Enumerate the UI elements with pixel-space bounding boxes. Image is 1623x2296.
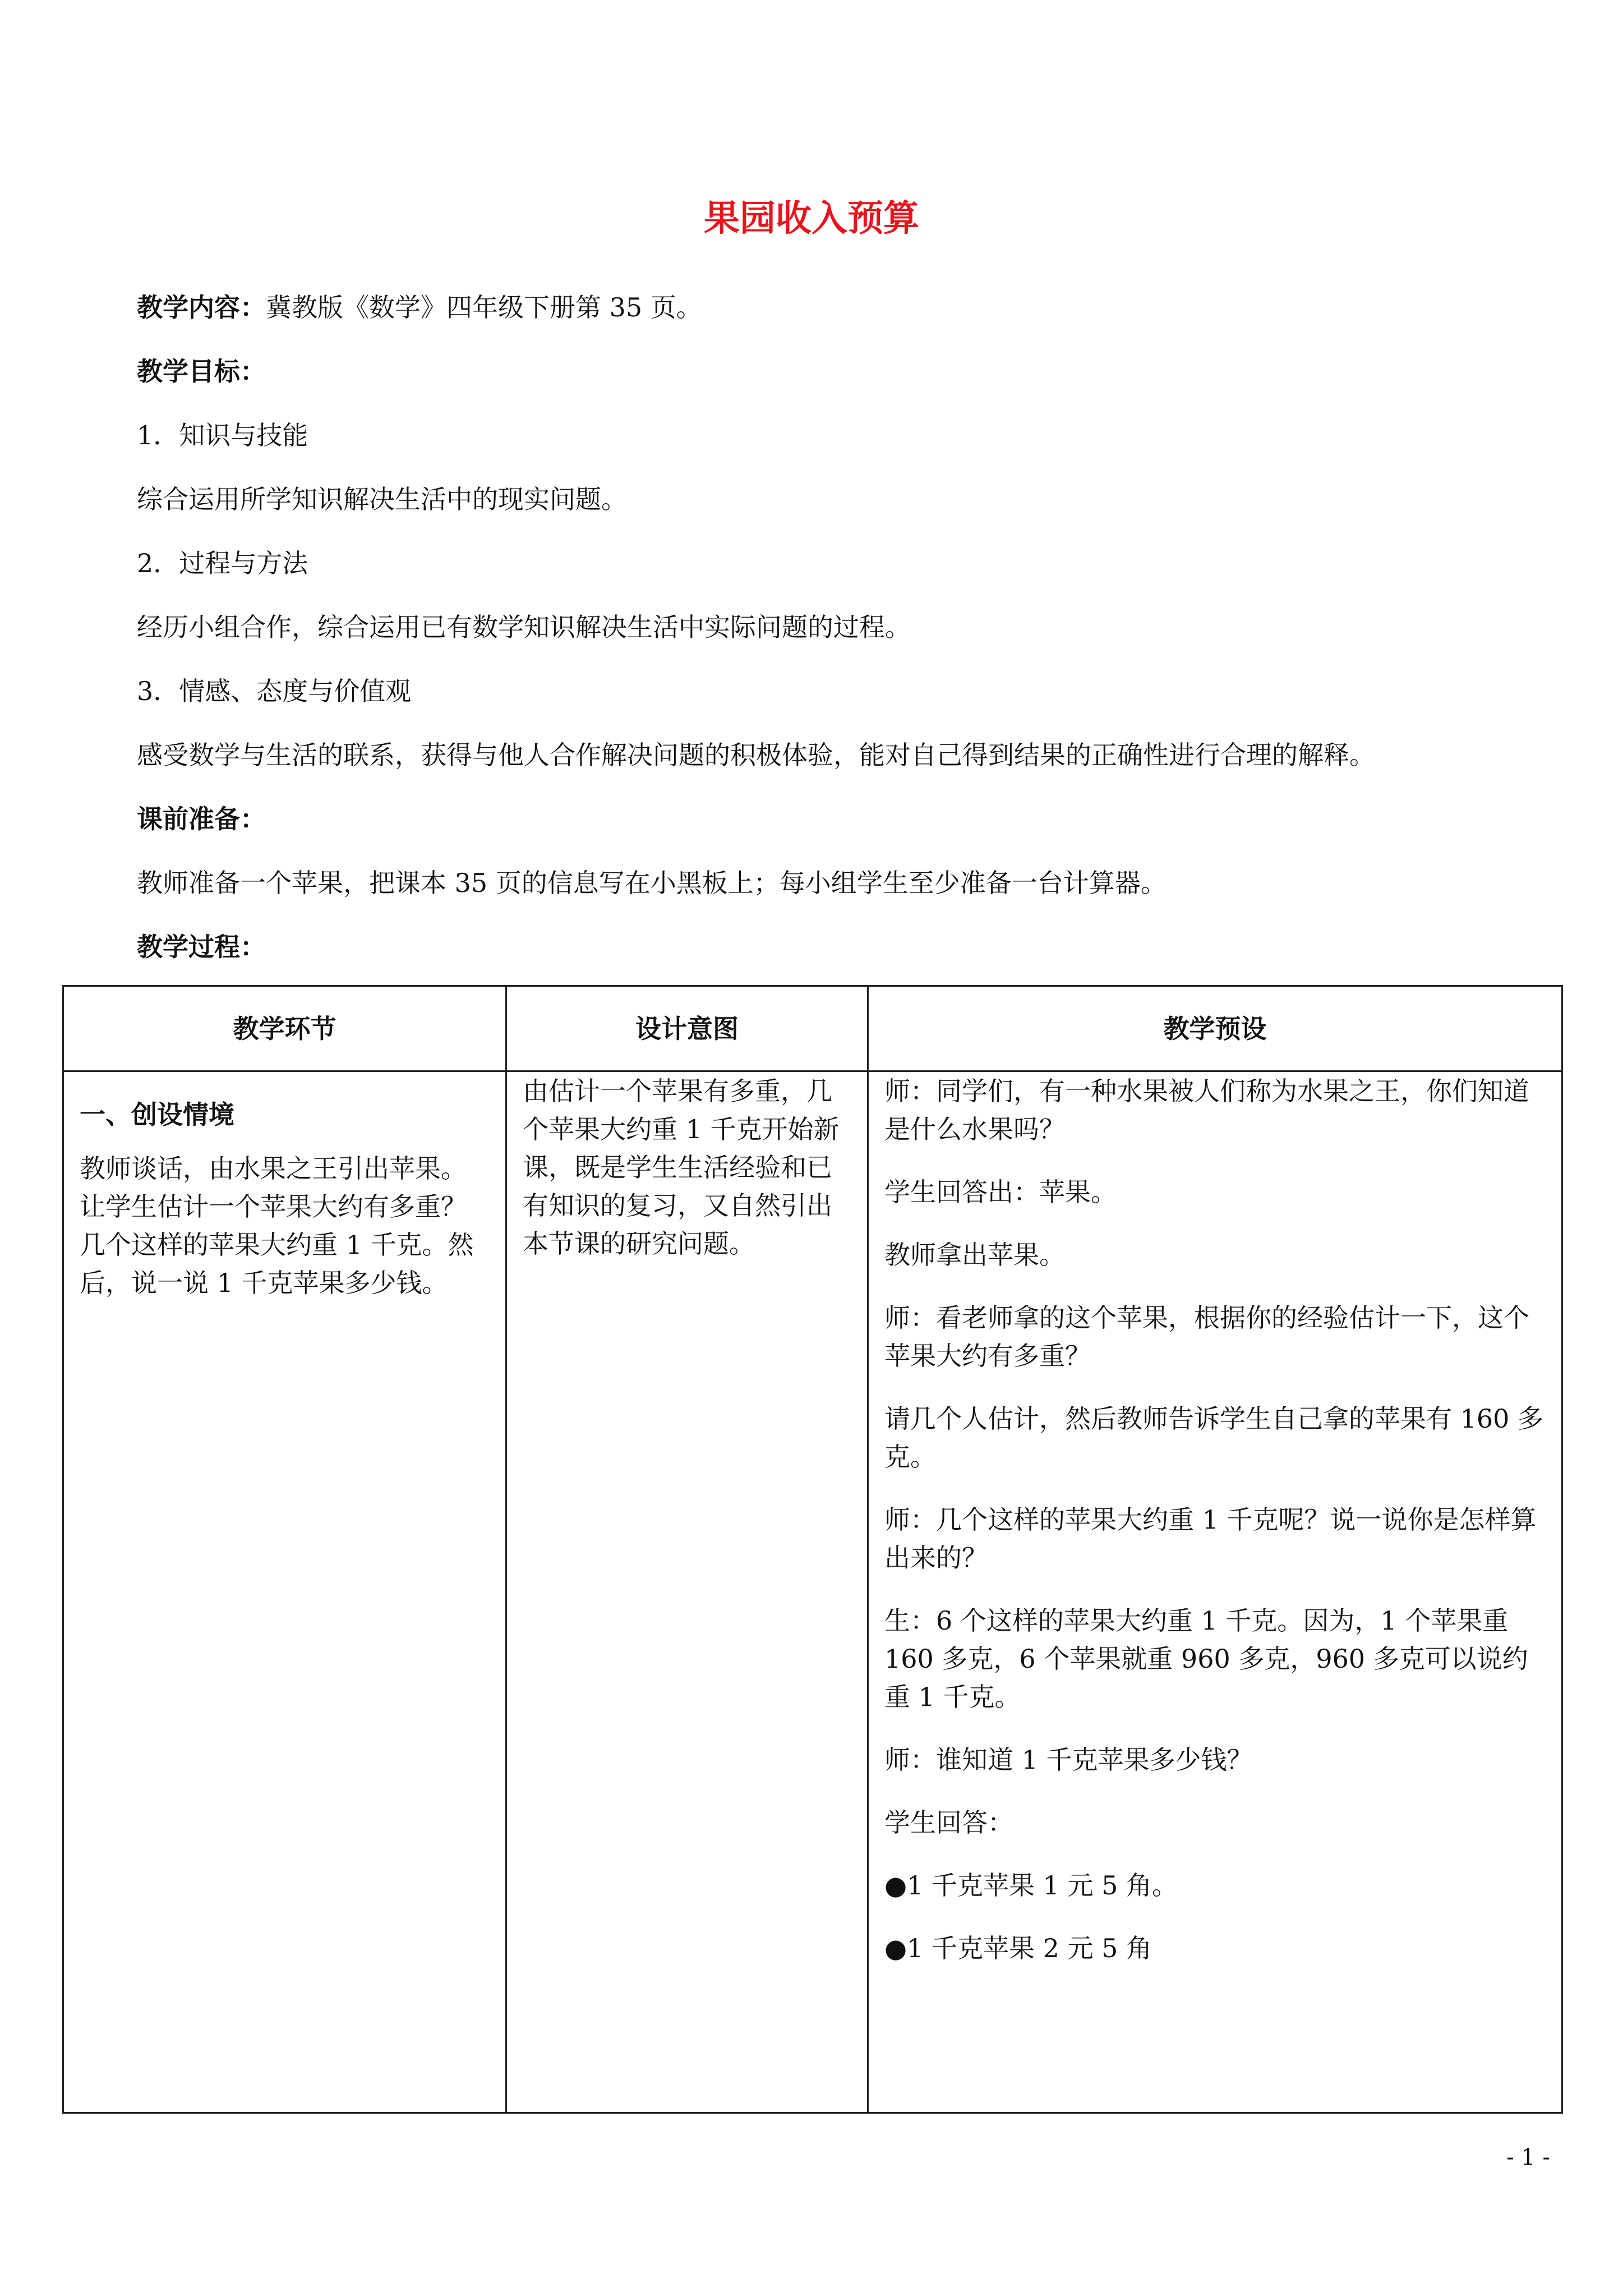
table-header-row: [63, 986, 1562, 1071]
dialogue-line: 学生回答出：苹果。: [884, 1177, 1117, 1207]
goal-2-heading: 2．过程与方法: [137, 548, 308, 578]
teaching-process-label: 教学过程：: [137, 932, 266, 962]
goal-3-text: 感受数学与生活的联系，获得与他人合作解决问题的积极体验，能对自己得到结果的正确性进行合理的解释。: [137, 740, 1375, 770]
table-row: [63, 1071, 1562, 2113]
goal-1-text: 综合运用所学知识解决生活中的现实问题。: [137, 484, 627, 514]
dialogue-line: 师：看老师拿的这个苹果，根据你的经验估计一下，这个苹果大约有多重？: [884, 1303, 1529, 1371]
goal-3-heading: 3．情感、态度与价值观: [137, 676, 412, 706]
dialogue-line: 生：6 个这样的苹果大约重 1 千克。因为，1 个苹果重 160 多克，6 个苹果就重 960 多克，960 多克可以说约重 1 千克。: [884, 1605, 1528, 1712]
dialogue-line: 请几个人估计，然后教师告诉学生自己拿的苹果有 160 多克。: [884, 1404, 1544, 1472]
section-title: 一、创设情境: [80, 1099, 234, 1130]
document-title: 果园收入预算: [704, 198, 919, 240]
preparation-label: 课前准备：: [137, 804, 266, 834]
dialogue-line: 学生回答：: [884, 1807, 1013, 1838]
stage-cell: [63, 1071, 506, 2113]
preparation-text: 教师准备一个苹果，把课本 35 页的信息写在小黑板上；每小组学生至少准备一台计算器。: [137, 868, 1166, 898]
bullet-answer: ●1 千克苹果 2 元 5 角: [884, 1933, 1152, 1963]
dialogue-line: 师：同学们，有一种水果被人们称为水果之王，你们知道是什么水果吗？: [884, 1076, 1529, 1144]
stage-description: 教师谈话，由水果之王引出苹果。让学生估计一个苹果大约有多重？几个这样的苹果大约重 1 千克。然后，说一说 1 千克苹果多少钱。: [80, 1153, 474, 1298]
header-teaching-preset: 教学预设: [868, 986, 1562, 1071]
dialogue-line: 师：几个这样的苹果大约重 1 千克呢？说一说你是怎样算出来的？: [884, 1504, 1537, 1573]
teaching-content-text: 冀教版《数学》四年级下册第 35 页。: [266, 292, 702, 323]
dialogue-line: 师：谁知道 1 千克苹果多少钱？: [884, 1745, 1253, 1775]
teaching-content-line: [137, 288, 1573, 327]
preset-cell: [868, 1071, 1562, 2113]
dialogue-line: 教师拿出苹果。: [884, 1240, 1065, 1270]
goal-2-text: 经历小组合作，综合运用已有数学知识解决生活中实际问题的过程。: [137, 612, 911, 642]
header-design-intent: 设计意图: [506, 986, 868, 1071]
teaching-goals-label: 教学目标：: [137, 356, 266, 386]
teaching-content-label: 教学内容：: [137, 292, 266, 323]
bullet-answer: ●1 千克苹果 1 元 5 角。: [884, 1870, 1178, 1901]
header-teaching-stage: 教学环节: [63, 986, 506, 1071]
intent-cell: [506, 1071, 868, 2113]
page-number: - 1 -: [1506, 2145, 1550, 2170]
intent-description: 由估计一个苹果有多重，几个苹果大约重 1 千克开始新课，既是学生生活经验和已有知识的复习，又自然引出本节课的研究问题。: [523, 1076, 840, 1259]
goal-1-heading: 1．知识与技能: [137, 420, 308, 450]
lesson-plan-table: [62, 985, 1563, 2114]
